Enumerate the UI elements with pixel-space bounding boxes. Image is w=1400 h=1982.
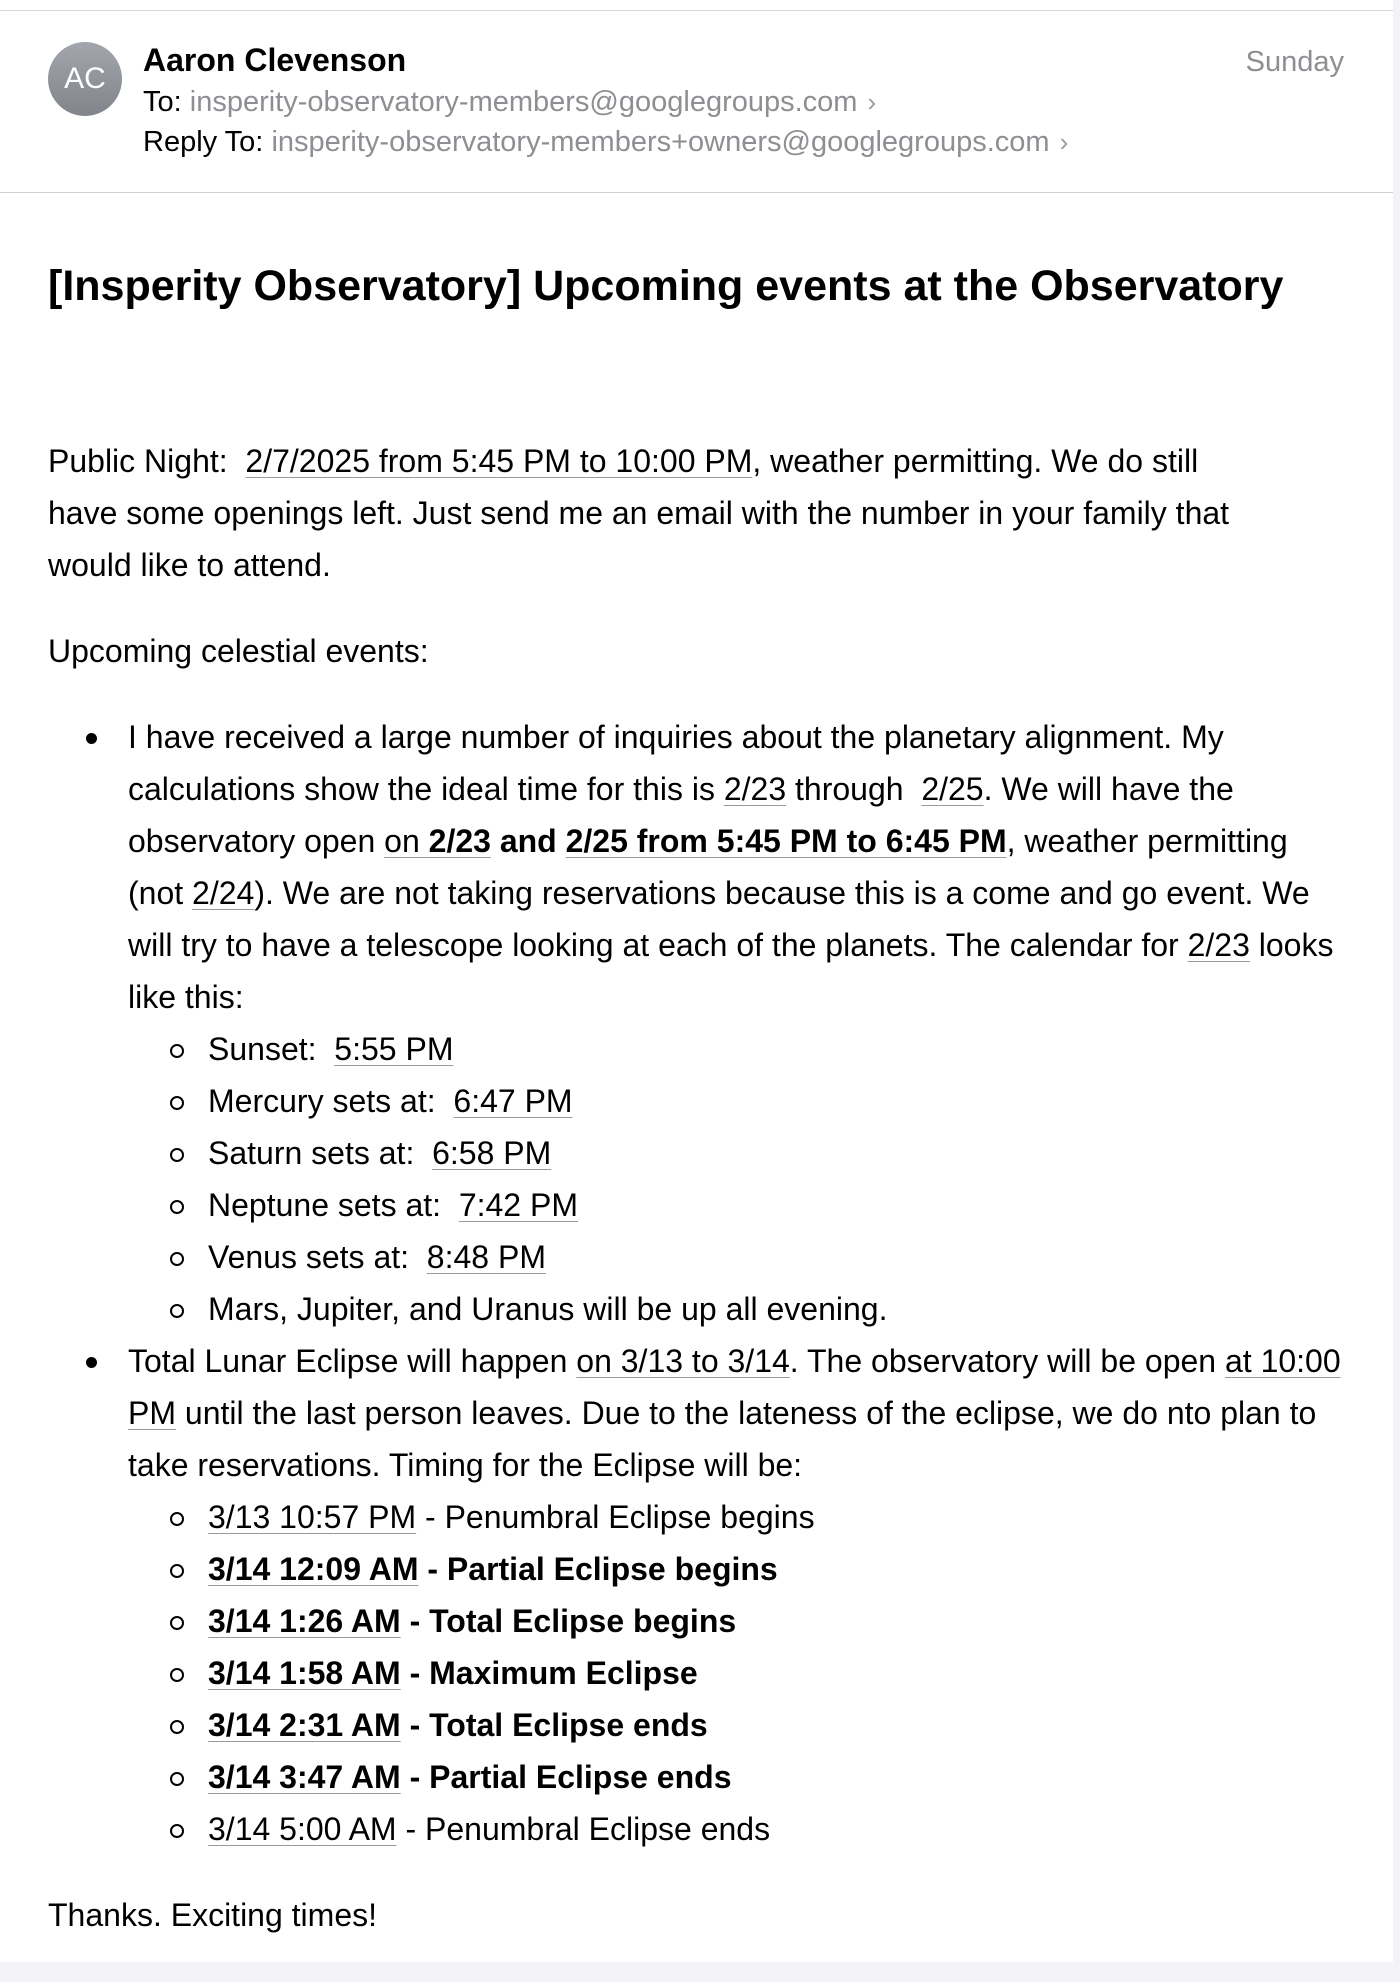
list-item [208,1699,1348,1751]
public-night-text-1: , weather permitting. We do still [752,443,1199,479]
alignment-item [128,711,1348,1335]
item-label: Mercury sets at: [208,1083,454,1119]
top-separator [0,10,1393,11]
list-item [208,1491,1348,1543]
eclipse-timing-list [128,1491,1348,1855]
list-item [208,1283,1348,1335]
item-label: Venus sets at: [208,1239,427,1275]
list-item [208,1231,1348,1283]
time-link[interactable]: 3/14 3:47 AM [208,1759,401,1795]
time-link[interactable]: 5:55 PM [334,1031,454,1067]
list-item [208,1023,1348,1075]
list-item [208,1751,1348,1803]
public-night-paragraph [48,435,1348,591]
list-item [208,1803,1348,1855]
alignment-text-2: through [786,771,922,807]
eclipse-phase: - Partial Eclipse begins [418,1551,778,1587]
alignment-text-4: , weather permitting (not [128,823,1288,911]
list-item [208,1543,1348,1595]
sender-name[interactable]: Aaron Clevenson [143,42,407,78]
eclipse-phase: - Partial Eclipse ends [400,1759,732,1795]
list-item [208,1595,1348,1647]
reply-to-line [143,126,1068,159]
time-link[interactable]: 3/14 1:58 AM [208,1655,401,1691]
avatar[interactable]: AC [48,42,122,116]
bottom-bar [0,1962,1400,1982]
time-link[interactable]: 3/14 1:26 AM [208,1603,401,1639]
date-link[interactable]: 2/23 [419,823,491,859]
item-label: Mars, Jupiter, and Uranus will be up all evening. [208,1291,888,1327]
header-divider [0,192,1393,193]
time-link[interactable]: 3/14 12:09 AM [208,1551,419,1587]
to-label: To: [143,86,182,118]
alignment-text-3: . We will have the observatory open [128,771,1234,859]
date-link[interactable]: on 3/13 to 3/14 [576,1343,790,1379]
time-link[interactable]: at 10:00 PM [128,1343,1341,1431]
chevron-right-icon[interactable]: › [1059,127,1069,157]
closing-line: Thanks. Exciting times! [48,1897,377,1933]
time-link[interactable]: 3/14 2:31 AM [208,1707,401,1743]
eclipse-text-1: Total Lunar Eclipse will happen [128,1343,577,1379]
date-link[interactable]: 2/24 [192,875,255,911]
eclipse-phase: - Total Eclipse ends [400,1707,708,1743]
time-link[interactable]: 3/13 10:57 PM [208,1499,417,1535]
list-item [208,1179,1348,1231]
email-date: Sunday [1245,46,1344,78]
eclipse-phase: - Penumbral Eclipse begins [416,1499,815,1535]
time-link[interactable]: 7:42 PM [458,1187,578,1223]
chevron-right-icon[interactable]: › [867,87,877,117]
item-label: Neptune sets at: [208,1187,459,1223]
list-item [208,1647,1348,1699]
reply-to-address[interactable]: insperity-observatory-members+owners@googlegroups.com [271,126,1050,158]
email-body [48,435,1348,1975]
eclipse-text-2: . The observatory will be open [789,1343,1225,1379]
to-address[interactable]: insperity-observatory-members@googlegroups.com [189,86,858,118]
date-link[interactable]: on [384,823,420,859]
planet-schedule-list [128,1023,1348,1335]
list-item [208,1127,1348,1179]
alignment-bold-text: and [490,823,566,859]
date-link[interactable]: 2/25 from 5:45 PM to 6:45 PM [565,823,1007,859]
public-night-date-link[interactable]: 2/7/2025 from 5:45 PM to 10:00 PM [245,443,753,479]
time-link[interactable]: 8:48 PM [426,1239,546,1275]
reply-to-label: Reply To: [143,126,264,158]
eclipse-phase: - Total Eclipse begins [400,1603,737,1639]
date-link[interactable]: 2/23 [723,771,787,807]
date-link[interactable]: 2/25 [921,771,984,807]
list-item [208,1075,1348,1127]
item-label: Sunset: [208,1031,335,1067]
eclipse-phase: - Maximum Eclipse [400,1655,698,1691]
alignment-text-1: I have received a large number of inquiries about the planetary alignment. My calculations show the ideal time for this is [128,719,1224,807]
eclipse-phase: - Penumbral Eclipse ends [396,1811,771,1847]
item-label: Saturn sets at: [208,1135,433,1171]
public-night-text-2: have some openings left. Just send me an email with the number in your family that [48,495,1230,531]
time-link[interactable]: 6:47 PM [453,1083,573,1119]
alignment-text-6: looks like this: [128,927,1334,1015]
alignment-text-5: ). We are not taking reservations because this is a come and go event. We will try to have a telescope looking at each of the planets. The calendar for [128,875,1310,963]
time-link[interactable]: 3/14 5:00 AM [208,1811,397,1847]
events-list [48,711,1348,1855]
public-night-prefix: Public Night: [48,443,246,479]
time-link[interactable]: 6:58 PM [432,1135,552,1171]
to-line [143,86,876,119]
email-subject: [Insperity Observatory] Upcoming events at the Observatory [48,262,1284,310]
celestial-heading: Upcoming celestial events: [48,633,429,669]
date-link[interactable]: 2/23 [1187,927,1250,963]
public-night-text-3: would like to attend. [48,547,331,583]
eclipse-item [128,1335,1348,1855]
eclipse-text-3: until the last person leaves. Due to the lateness of the eclipse, we do nto plan to take reservations. Timing for the Eclipse will be: [128,1395,1317,1483]
